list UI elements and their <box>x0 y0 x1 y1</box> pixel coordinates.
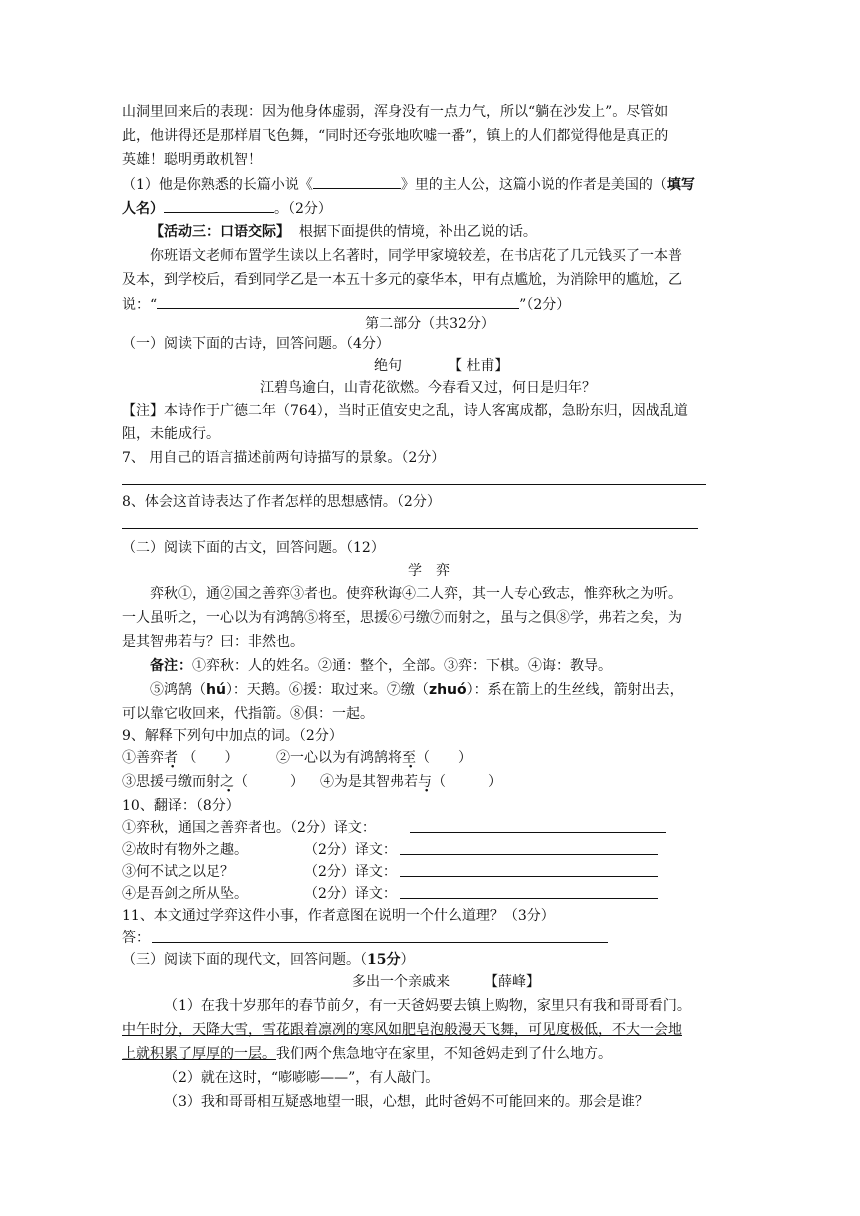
activity-3-title: 【活动三：口语交际】 <box>150 224 290 240</box>
q9-c-blank[interactable]: （ ） <box>234 774 304 790</box>
classical-notes-1 <box>150 656 612 676</box>
poem-note-2: 阻，未能成行。 <box>122 426 220 442</box>
modern-para-3: （3）我和哥哥相互疑惑地望一眼，心想，此时爸妈不可能回来的。那会是谁？ <box>164 1094 649 1110</box>
question-9-d <box>320 772 502 792</box>
activity-3-say-tail: ”（2分） <box>519 297 571 313</box>
question-8: 8、体会这首诗表达了作者怎样的思想感情。（2分） <box>122 494 441 510</box>
classical-notes-text-1: ①弈秋：人的姓名。②通：整个，全部。③弈：下棋。④诲：教导。 <box>192 658 612 674</box>
question-10-1: ①弈秋，通国之善弈者也。（2分）译文： <box>122 820 376 836</box>
question-1-score: 。（2分） <box>274 201 332 217</box>
pinyin-hu: hú <box>206 682 226 698</box>
modern-para-1-line-3 <box>122 1044 612 1064</box>
classical-notes-text-2e: ）：系在箭上的生丝线，箭射出去， <box>466 682 684 698</box>
question-9: 9、解释下列句中加点的词。（2分） <box>122 728 343 744</box>
modern-title: 多出一个亲戚来 <box>352 974 450 990</box>
question-10-3: ③何不试之以足？ <box>122 864 234 880</box>
pinyin-zhuo: zhuó <box>428 682 467 698</box>
q9-c-dotted-word: 之 <box>220 774 234 790</box>
question-9-a <box>122 748 238 768</box>
question-1-line-1 <box>122 174 695 195</box>
passage-line-2: 此，他讲得还是那样眉飞色舞，“同时还夸张地吹嘘一番”，镇上的人们都觉得他是真正的 <box>122 128 669 144</box>
question-10: 10、翻译：（8分） <box>122 798 240 814</box>
classical-notes-3: 可以靠它收回来，代指箭。⑧俱：一起。 <box>122 706 374 722</box>
modern-author: 【薛峰】 <box>484 974 540 990</box>
answer-blank-author[interactable] <box>164 198 274 213</box>
question-9-c <box>122 772 304 792</box>
modern-section-heading <box>122 950 414 970</box>
answer-line-10-3[interactable] <box>400 876 658 877</box>
q9-a-blank[interactable]: （ ） <box>178 750 239 766</box>
question-9-b <box>276 748 472 768</box>
modern-heading-text: （三）阅读下面的现代文，回答问题。（ <box>122 952 367 968</box>
activity-3-line <box>150 222 537 242</box>
modern-para-1-line-1: （1）在我十岁那年的春节前夕，有一天爸妈要去镇上购物，家里只有我和哥哥看门。 <box>164 998 691 1014</box>
poem-section-heading: （一）阅读下面的古诗，回答问题。（4分） <box>122 336 390 352</box>
activity-3-say-head: 说：“ <box>122 297 158 313</box>
question-10-4: ④是吾剑之所从坠。 <box>122 886 248 902</box>
q9-c-text: ③思援弓缴而射 <box>122 774 220 790</box>
modern-para-1-rest: 我们两个焦急地守在家里，不知爸妈走到了什么地方。 <box>276 1046 612 1062</box>
classical-notes-2 <box>150 680 684 700</box>
question-1-line-2 <box>122 198 332 219</box>
question-11: 11、本文通过学弈这件小事，作者意图在说明一个什么道理？（3分） <box>122 908 555 924</box>
q9-d-text: ④为是其智弗若 <box>320 774 418 790</box>
question-10-3-score: （2分）译文： <box>304 864 397 880</box>
activity-3-text-2: 及本，到学校后，看到同学乙是一本五十多元的豪华本，甲有点尴尬，为消除甲的尴尬，乙 <box>122 272 682 288</box>
classical-text-3: 是其智弗若与？曰：非然也。 <box>122 634 304 650</box>
question-1-text-a: （1）他是你熟悉的长篇小说《 <box>122 177 313 193</box>
q9-b-blank[interactable]: （ ） <box>416 750 472 766</box>
passage-line-3: 英雄！聪明勇敢机智！ <box>122 152 262 168</box>
modern-para-1-line-2: 中午时分，天降大雪，雪花跟着凛冽的寒风如肥皂泡般漫天飞舞，可见度极低，不大一会地 <box>122 1022 682 1038</box>
answer-blank-dialogue[interactable] <box>157 294 519 309</box>
question-10-2-score: （2分）译文： <box>304 842 397 858</box>
classical-section-heading: （二）阅读下面的古文，回答问题。（12） <box>122 540 385 556</box>
question-10-4-score: （2分）译文： <box>304 886 397 902</box>
question-10-2: ②故时有物外之趣。 <box>122 842 248 858</box>
classical-notes-text-2a: ⑤鸿鹄（ <box>150 682 206 698</box>
q9-b-dotted-word: 至 <box>402 750 416 766</box>
poem-text: 江碧鸟逾白，山青花欲燃。今春看又过，何日是归年？ <box>260 380 596 396</box>
poem-title: 绝句 <box>374 358 402 374</box>
answer-line-10-4[interactable] <box>400 898 658 899</box>
question-1-bold-a: 填写 <box>666 177 695 193</box>
question-1-bold-b: 人名） <box>122 201 164 217</box>
q9-a-dotted-word: 者 <box>164 750 178 766</box>
answer-line-10-2[interactable] <box>400 854 658 855</box>
modern-para-2: （2）就在这时，“嘭嘭嘭——”，有人敲门。 <box>164 1070 440 1086</box>
q9-d-blank[interactable]: （ ） <box>432 774 502 790</box>
classical-notes-text-2c: ）：天鹅。⑥援：取过来。⑦缴（ <box>225 682 429 698</box>
classical-text-1: 弈秋①，通②国之善弈③者也。使弈秋诲④二人弈，其一人专心致志，惟弈秋之为听。 <box>150 586 682 602</box>
q9-d-dotted-word: 与 <box>418 774 432 790</box>
passage-line-1: 山洞里回来后的表现：因为他身体虚弱，浑身没有一点力气，所以“躺在沙发上”。尽管如 <box>122 104 669 120</box>
question-7: 7、 用自己的语言描述前两句诗描写的景象。（2分） <box>122 450 446 466</box>
q9-a-text: ①善弈 <box>122 750 164 766</box>
poem-note-1: 【注】本诗作于广德二年（764），当时正值安史之乱，诗人客寓成都，急盼东归，因战乱道 <box>122 403 688 419</box>
activity-3-instruction: 根据下面提供的情境，补出乙说的话。 <box>298 224 537 240</box>
modern-heading-close: ） <box>400 952 415 968</box>
classical-text-2: 一人虽听之，一心以为有鸿鹄⑤将至，思援⑥弓缴⑦而射之，虽与之俱⑧学，弗若之矣，为 <box>122 610 682 626</box>
question-11-answer-label: 答： <box>122 930 150 946</box>
modern-heading-score: 15分 <box>367 952 401 968</box>
answer-line-8[interactable] <box>122 528 698 529</box>
answer-line-7[interactable] <box>122 484 706 485</box>
poem-author: 【 杜甫】 <box>448 358 509 374</box>
q9-b-text: ②一心以为有鸿鹄将 <box>276 750 402 766</box>
classical-notes-label: 备注： <box>150 658 192 674</box>
answer-blank-novel[interactable] <box>313 174 401 189</box>
classical-title: 学 弈 <box>408 563 450 579</box>
part-2-title: 第二部分（共32分） <box>365 316 495 332</box>
activity-3-text-3 <box>122 294 570 315</box>
answer-line-11[interactable] <box>152 942 608 943</box>
modern-para-1-underlined: 上就积累了厚厚的一层。 <box>122 1046 276 1062</box>
activity-3-text-1: 你班语文老师布置学生读以上名著时，同学甲家境较差，在书店花了几元钱买了一本普 <box>150 248 682 264</box>
answer-line-10-1[interactable] <box>410 832 666 833</box>
question-1-text-b: 》里的主人公，这篇小说的作者是美国的（ <box>400 177 667 193</box>
